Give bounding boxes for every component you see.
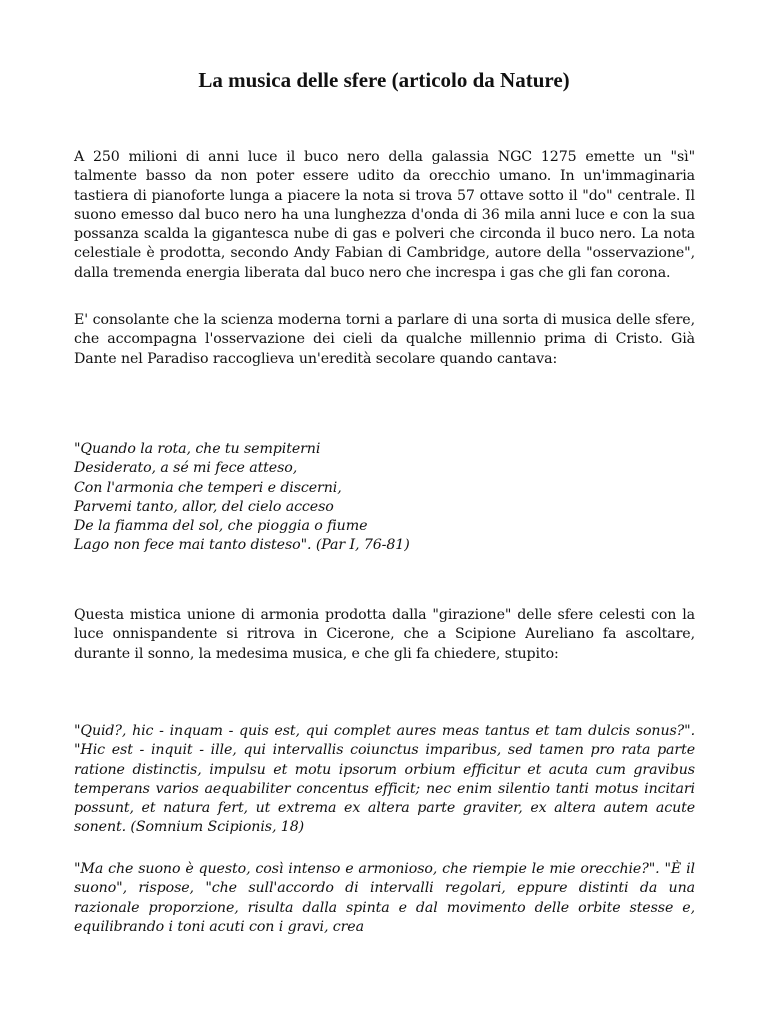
paragraph-music-of-spheres: E' consolante che la scienza moderna torni a parlare di una sorta di musica delle sfere, che accompagna l'osservazione dei cieli da qualche millennio prima di Cristo. Già Dante nel Paradiso raccoglieva un'eredità secolare quando cantava: xyxy=(74,312,695,367)
page-title: La musica delle sfere (articolo da Nature) xyxy=(198,68,570,92)
dante-poem-quote xyxy=(74,440,695,556)
poem-line: Lago non fece mai tanto disteso". (Par I, 76-81) xyxy=(74,537,410,554)
paragraph-cicero: Questa mistica unione di armonia prodotta dalla "girazione" delle sfere celesti con la luce onnispandente si ritrova in Cicerone, che a Scipione Aureliano fa ascoltare, durante il sonno, la medesima musica, e che gli fa chiedere, stupito: xyxy=(74,607,695,662)
poem-line: Parvemi tanto, allor, del cielo acceso xyxy=(74,498,334,515)
paragraph-black-hole-note: A 250 milioni di anni luce il buco nero della galassia NGC 1275 emette un "sì" talmente basso da non poter essere udito da orecchio umano. In un'immaginaria tastiera di pianoforte lunga a piacere la nota si trova 57 ottave sotto il "do" centrale. Il suono emesso dal buco nero ha una lunghezza d'onda di 36 mila anni luce e con la sua possanza scalda la gigantesca nube di gas e polveri che circonda il buco nero. La nota celestiale è prodotta, secondo Andy Fabian di Cambridge, autore della "osservazione", dalla tremenda energia liberata dal buco nero che increspa i gas che gli fan corona. xyxy=(74,149,695,281)
italian-translation: "Ma che suono è questo, così intenso e armonioso, che riempie le mie orecchie?". "È il suono", rispose, "che sull'accordo di intervalli regolari, eppure distinti da una razionale proporzione, risulta dalla spinta e dal movimento delle orbite stesse e, equilibrando i toni acuti con i gravi, crea xyxy=(74,861,695,935)
poem-line: De la fiamma del sol, che pioggia o fiume xyxy=(74,518,368,535)
poem-line: Con l'armonia che temperi e discerni, xyxy=(74,479,342,496)
poem-line: "Quando la rota, che tu sempiterni xyxy=(74,441,321,457)
poem-line: Desiderato, a sé mi fece atteso, xyxy=(74,460,298,477)
latin-quote: "Quid?, hic - inquam - quis est, qui complet aures meas tantus et tam dulcis sonus?". "Hic est - inquit - ille, qui intervallis coiunctus imparibus, sed tamen pro rata parte ratione distinctis, impulsu et motu ipsorum orbium efficitur et acuta cum gravibus temperans varios aequabiliter concentus efficit; nec enim silentio tanti motus incitari possunt, et natura fert, ut extrema ex altera parte graviter, ex altera autem acute sonent. (Somnium Scipionis, 18) xyxy=(74,723,695,836)
